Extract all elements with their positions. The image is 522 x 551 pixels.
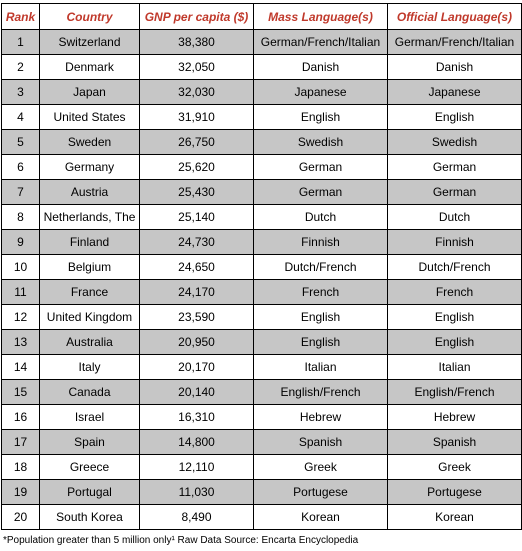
rank-cell: 17	[2, 430, 40, 455]
rank-cell: 2	[2, 55, 40, 80]
rank-cell: 19	[2, 480, 40, 505]
rank-cell: 13	[2, 330, 40, 355]
table-row	[2, 205, 522, 230]
mass-language-cell: English	[254, 105, 388, 130]
official-language-cell: German/French/Italian	[388, 30, 522, 55]
mass-language-cell: German	[254, 180, 388, 205]
rank-cell: 16	[2, 405, 40, 430]
footnote: *Population greater than 5 million only¹ Raw Data Source: Encarta Encyclopedia	[3, 535, 359, 546]
country-cell: Finland	[40, 230, 140, 255]
official-language-cell: Dutch/French	[388, 255, 522, 280]
table-body	[2, 30, 522, 530]
country-cell: Denmark	[40, 55, 140, 80]
gnp-cell: 24,650	[140, 255, 254, 280]
gnp-cell: 26,750	[140, 130, 254, 155]
table-row	[2, 480, 522, 505]
mass-language-cell: Italian	[254, 355, 388, 380]
gnp-cell: 11,030	[140, 480, 254, 505]
table-row	[2, 455, 522, 480]
gnp-cell: 8,490	[140, 505, 254, 530]
mass-language-cell: Spanish	[254, 430, 388, 455]
table-row	[2, 230, 522, 255]
table-row	[2, 130, 522, 155]
header-rank: Rank	[2, 4, 40, 30]
official-language-cell: Dutch	[388, 205, 522, 230]
country-cell: United States	[40, 105, 140, 130]
mass-language-cell: Hebrew	[254, 405, 388, 430]
rank-cell: 4	[2, 105, 40, 130]
country-cell: Belgium	[40, 255, 140, 280]
header-mass-language: Mass Language(s)	[254, 4, 388, 30]
table-row	[2, 55, 522, 80]
rank-cell: 20	[2, 505, 40, 530]
mass-language-cell: German	[254, 155, 388, 180]
gnp-cell: 20,950	[140, 330, 254, 355]
header-row	[2, 4, 522, 30]
country-cell: Switzerland	[40, 30, 140, 55]
rank-cell: 9	[2, 230, 40, 255]
rank-cell: 15	[2, 380, 40, 405]
gnp-cell: 20,170	[140, 355, 254, 380]
country-cell: Israel	[40, 405, 140, 430]
official-language-cell: English	[388, 105, 522, 130]
official-language-cell: Spanish	[388, 430, 522, 455]
country-cell: Sweden	[40, 130, 140, 155]
country-cell: Portugal	[40, 480, 140, 505]
official-language-cell: Greek	[388, 455, 522, 480]
mass-language-cell: English/French	[254, 380, 388, 405]
gnp-cell: 31,910	[140, 105, 254, 130]
official-language-cell: Danish	[388, 55, 522, 80]
gnp-cell: 14,800	[140, 430, 254, 455]
country-cell: Spain	[40, 430, 140, 455]
rank-cell: 10	[2, 255, 40, 280]
gnp-cell: 25,620	[140, 155, 254, 180]
country-cell: Japan	[40, 80, 140, 105]
country-cell: France	[40, 280, 140, 305]
table-row	[2, 505, 522, 530]
country-cell: Greece	[40, 455, 140, 480]
rank-cell: 18	[2, 455, 40, 480]
table-row	[2, 280, 522, 305]
mass-language-cell: English	[254, 330, 388, 355]
country-cell: Netherlands, The	[40, 205, 140, 230]
official-language-cell: Hebrew	[388, 405, 522, 430]
official-language-cell: English	[388, 305, 522, 330]
table-row	[2, 305, 522, 330]
table-row	[2, 105, 522, 130]
rank-cell: 7	[2, 180, 40, 205]
official-language-cell: English	[388, 330, 522, 355]
mass-language-cell: Dutch	[254, 205, 388, 230]
official-language-cell: French	[388, 280, 522, 305]
table-row	[2, 155, 522, 180]
official-language-cell: Italian	[388, 355, 522, 380]
header-official-language: Official Language(s)	[388, 4, 522, 30]
mass-language-cell: German/French/Italian	[254, 30, 388, 55]
mass-language-cell: Danish	[254, 55, 388, 80]
mass-language-cell: French	[254, 280, 388, 305]
mass-language-cell: Japanese	[254, 80, 388, 105]
gnp-cell: 32,030	[140, 80, 254, 105]
mass-language-cell: Korean	[254, 505, 388, 530]
mass-language-cell: Finnish	[254, 230, 388, 255]
rank-cell: 1	[2, 30, 40, 55]
gnp-cell: 25,140	[140, 205, 254, 230]
gnp-cell: 23,590	[140, 305, 254, 330]
gnp-cell: 12,110	[140, 455, 254, 480]
gnp-cell: 20,140	[140, 380, 254, 405]
rank-cell: 3	[2, 80, 40, 105]
official-language-cell: German	[388, 180, 522, 205]
mass-language-cell: Greek	[254, 455, 388, 480]
gnp-cell: 38,380	[140, 30, 254, 55]
country-cell: Austria	[40, 180, 140, 205]
rank-cell: 8	[2, 205, 40, 230]
official-language-cell: Swedish	[388, 130, 522, 155]
official-language-cell: German	[388, 155, 522, 180]
mass-language-cell: Portugese	[254, 480, 388, 505]
mass-language-cell: Dutch/French	[254, 255, 388, 280]
table-row	[2, 380, 522, 405]
official-language-cell: Portugese	[388, 480, 522, 505]
gnp-cell: 25,430	[140, 180, 254, 205]
official-language-cell: Japanese	[388, 80, 522, 105]
gnp-language-table	[1, 3, 522, 530]
mass-language-cell: Swedish	[254, 130, 388, 155]
country-cell: South Korea	[40, 505, 140, 530]
table-row	[2, 330, 522, 355]
mass-language-cell: English	[254, 305, 388, 330]
rank-cell: 11	[2, 280, 40, 305]
country-cell: Germany	[40, 155, 140, 180]
gnp-cell: 24,170	[140, 280, 254, 305]
country-cell: United Kingdom	[40, 305, 140, 330]
official-language-cell: Korean	[388, 505, 522, 530]
table-row	[2, 405, 522, 430]
table-row	[2, 80, 522, 105]
official-language-cell: Finnish	[388, 230, 522, 255]
country-cell: Italy	[40, 355, 140, 380]
gnp-cell: 16,310	[140, 405, 254, 430]
rank-cell: 14	[2, 355, 40, 380]
country-cell: Australia	[40, 330, 140, 355]
table-row	[2, 30, 522, 55]
table-row	[2, 355, 522, 380]
table-row	[2, 180, 522, 205]
header-gnp: GNP per capita ($)	[140, 4, 254, 30]
table-row	[2, 255, 522, 280]
rank-cell: 5	[2, 130, 40, 155]
rank-cell: 12	[2, 305, 40, 330]
official-language-cell: English/French	[388, 380, 522, 405]
header-country: Country	[40, 4, 140, 30]
table-row	[2, 430, 522, 455]
gnp-cell: 24,730	[140, 230, 254, 255]
gnp-cell: 32,050	[140, 55, 254, 80]
rank-cell: 6	[2, 155, 40, 180]
country-cell: Canada	[40, 380, 140, 405]
